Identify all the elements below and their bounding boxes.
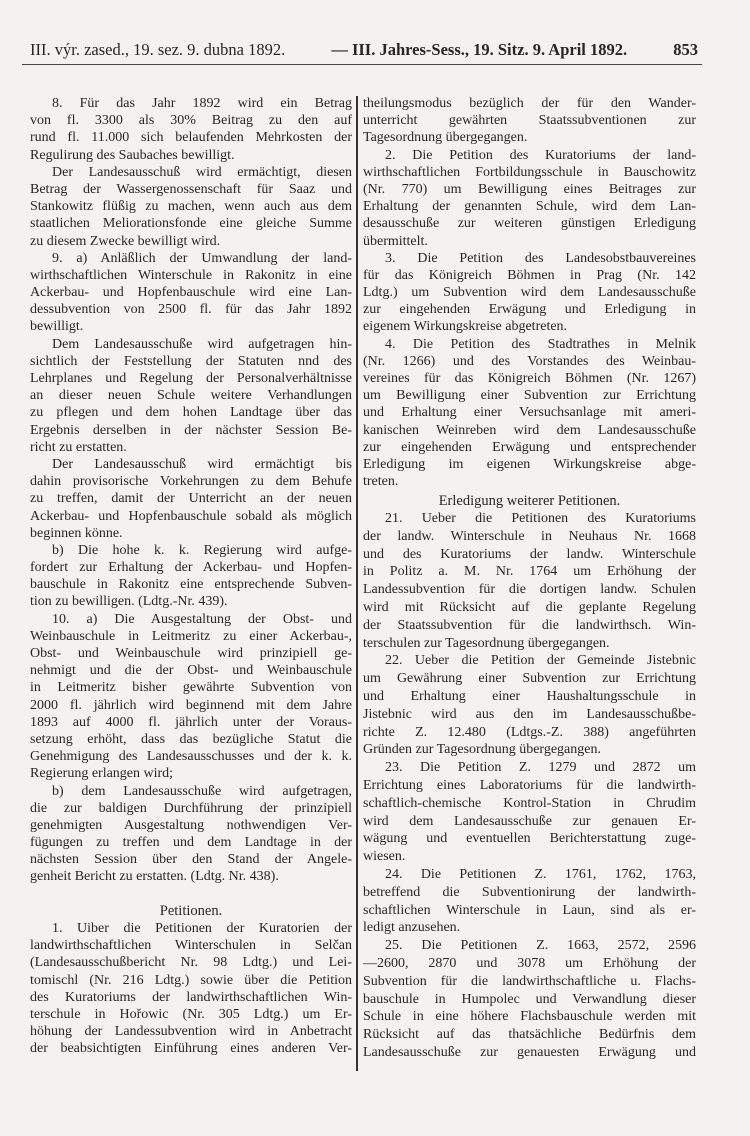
text-line: vereines für das Königreich Böhmen (Nr. 1267) — [363, 371, 696, 386]
text-line: bewilligt. — [30, 319, 84, 335]
text-line: und des Kuratoriums der landw. Winterschule — [363, 546, 696, 562]
text-line: in Politz a. M. Nr. 1764 um Erhöhung der — [363, 564, 696, 580]
header-czech: III. výr. zased., 19. sez. 9. dubna 1892. — [30, 40, 286, 59]
text-line: desausschuße zur weiteren günstigen Erledigung — [363, 216, 696, 232]
text-line: genheit Bericht zu erstatten. (Ldtg. Nr. 438). — [30, 869, 279, 885]
text-line: sichtlich der Feststellung der Statuten nnd des — [30, 353, 352, 369]
text-line: um Bewilligung einer Subvention zur Errichtung — [363, 388, 696, 404]
text-line: nehmigt und die der Obst- und Weinbauschule — [30, 663, 352, 679]
text-line: wird dem Landesausschuße zur genauen Er- — [363, 813, 696, 829]
text-line: des Kuratoriums der landwirthschaftlichen Win- — [30, 989, 352, 1005]
paragraph — [30, 542, 352, 611]
text-line: zur eingehenden Erwägung und Erledigung in — [363, 302, 696, 318]
header-rule — [22, 64, 702, 65]
text-line: bauschule in Humpolec und Verwandlung dieser — [363, 991, 696, 1007]
text-line: Landessubvention für die dortigen landw. Schulen — [363, 582, 696, 598]
paragraph — [30, 456, 352, 542]
text-line: von fl. 3300 als 30% Beitrag zu den auf — [30, 113, 352, 129]
text-line: Weinbauschule in Leitmeritz zu einer Ackerbau-, — [30, 628, 352, 644]
text-line: Der Landesausschuß wird ermächtigt bis — [52, 456, 352, 472]
text-line: Erhaltung der genannten Schule, wird dem Lan- — [363, 199, 696, 215]
text-line: an dieser neuen Schule weitere Verhandlungen — [30, 388, 352, 404]
text-line: richt zu erstatten. — [30, 439, 127, 455]
text-line: der Staatssubvention für die landwirthsch. Win- — [363, 617, 696, 633]
text-line: staatlichen Meliorationsfonde eine gleiche Summe — [30, 216, 352, 232]
text-line: Subvention für die landwirthschaftliche u. Flachs- — [363, 973, 696, 989]
paragraph — [363, 95, 696, 147]
text-line: rund fl. 11.000 sich belaufenden Mehrkosten der — [30, 130, 352, 146]
running-header — [30, 40, 698, 60]
paragraph — [363, 759, 696, 866]
section-heading: Erledigung weiterer Petitionen. — [438, 493, 621, 509]
column-divider — [356, 96, 358, 1071]
text-line: landwirthschaftlichen Winterschulen in Selčan — [30, 938, 352, 954]
text-line: die zur baldigen Durchführung der prinzipiell — [30, 800, 352, 816]
text-line: wird mit Rücksicht auf die geplante Regelung — [363, 599, 696, 615]
paragraph — [363, 866, 696, 937]
text-line: 23. Die Petition Z. 1279 und 2872 um — [385, 760, 696, 776]
text-line: eigenem Wirkungskreise abgetreten. — [363, 319, 568, 335]
text-line: zur eingehenden Erwägung und entsprechender — [363, 439, 696, 455]
text-line: Gründen zur Tagesordnung übergegangen. — [363, 742, 601, 758]
text-line: 22. Ueber die Petition der Gemeinde Jistebnic — [385, 653, 696, 669]
text-line: (Nr. 1266) und des Vorstandes des Weinbau- — [363, 353, 696, 369]
text-line: genehmigten Ausgestaltung nothwendigen Ver- — [30, 817, 352, 833]
text-line: 9. a) Anläßlich der Umwandlung der land- — [52, 250, 352, 266]
text-line: Erledigung im eigenen Wirkungskreise abge- — [363, 456, 696, 472]
text-line: b) Die hohe k. k. Regierung wird aufge- — [52, 542, 352, 558]
text-line: zu pflegen und dem hohen Landtage über das — [30, 405, 352, 421]
text-line: Dem Landesausschuße wird aufgetragen hin- — [52, 336, 352, 352]
text-line: Tagesordnung übergegangen. — [363, 130, 528, 146]
text-line: 1893 auf 4000 fl. jährlich unter der Voraus- — [30, 714, 352, 730]
text-line: Lehrplanes und Regelung der Personalverhältnisse — [30, 371, 352, 386]
page-number: 853 — [673, 40, 698, 59]
text-line: 2000 fl. jährlich wird beginnend mit dem Jahre — [30, 697, 352, 713]
text-line: Errichtung eines Laboratoriums für die landwirth- — [363, 777, 696, 793]
text-line: Ackerbau- und Hopfenbauschule sobald als möglich — [30, 508, 352, 524]
text-line: b) dem Landesausschuße wird aufgetragen, — [52, 783, 352, 799]
text-line: zu diesem Zwecke bewilligt wird. — [30, 233, 221, 249]
section-heading: Petitionen. — [159, 903, 223, 919]
text-line: fügungen zu treffen und dem Landtage in der — [30, 835, 352, 851]
text-line: Stankowitz flüßig zu machen, wenn auch aus dem — [30, 199, 352, 215]
text-line: (Nr. 770) um Bewilligung eines Beitrages zur — [363, 181, 696, 197]
text-line: 1. Uiber die Petitionen der Kuratorien der — [52, 921, 352, 936]
paragraph — [30, 95, 352, 164]
paragraph — [363, 250, 696, 336]
text-line: Regierung erlangen wird; — [30, 766, 174, 782]
text-line: wägung und eventuellen Berichterstattung zuge- — [363, 831, 696, 847]
right-section-1 — [363, 95, 696, 490]
text-line: und Erhaltung einer Versuchsanlage mit ameri- — [363, 405, 696, 421]
text-line: tomischl (Nr. 216 Ldtg.) sowie über die Petition — [30, 972, 352, 988]
text-line: schaftlich-chemische Kontrol-Station in Chrudim — [363, 795, 696, 811]
text-line: bauschule in Rakonitz eine entsprechende Subven- — [30, 577, 352, 593]
paragraph — [30, 783, 352, 886]
text-line: wirthschaftlichen Fortbildungsschule in Bauschowitz — [363, 164, 696, 180]
text-line: betreffend die Subventionirung der landwirth- — [363, 884, 696, 900]
text-line: wirthschaftlichen Winterschule in Rakonitz in eine — [30, 267, 352, 283]
text-line: 10. a) Die Ausgestaltung der Obst- und — [52, 611, 352, 627]
text-line: Rücksicht auf das thatsächliche Bedürfnis dem — [363, 1027, 696, 1043]
text-line: tion zu bewilligen. (Ldtg.-Nr. 439). — [30, 594, 228, 610]
text-line: Regulirung des Saubaches bewilligt. — [30, 147, 235, 163]
text-line: übermittelt. — [363, 233, 428, 249]
text-line: 2. Die Petition des Kuratoriums der land- — [385, 147, 696, 163]
text-line: 8. Für das Jahr 1892 wird ein Betrag — [52, 96, 352, 111]
text-line: höhung der Landessubvention wird in Anbetracht — [30, 1024, 352, 1040]
header-german: — III. Jahres-Sess., 19. Sitz. 9. April 1892. — [331, 40, 628, 59]
text-line: Ldtg.) um Subvention wird dem Landesausschuße — [363, 285, 696, 301]
text-line: beginnen könne. — [30, 525, 123, 541]
paragraph — [363, 147, 696, 250]
text-line: Genehmigung des Landesausschusses und der k. k. — [30, 749, 352, 765]
text-line: (Landesausschußbericht Nr. 98 Ldtg.) und Lei- — [30, 955, 352, 971]
text-line: Betrag der Wassergenossenschaft für Saaz und — [30, 181, 352, 197]
text-line: Schule in eine höhere Flachsbauschule werden mit — [363, 1009, 696, 1025]
text-line: terschulen zur Tagesordnung übergegangen. — [363, 635, 610, 651]
text-line: Jistebnic wird aus den im Landesausschußbe- — [363, 706, 696, 722]
text-line: der beabsichtigten Einführung eines anderen Ver- — [30, 1041, 352, 1057]
text-line: kanischen Weinreben wird dem Landesausschuße — [363, 422, 696, 438]
left-section-2 — [30, 902, 352, 1058]
text-line: fordert zur Erhaltung der Ackerbau- und Hopfen- — [30, 560, 352, 576]
text-line: der landw. Winterschule in Neuhaus Nr. 1668 — [363, 528, 696, 544]
text-line: Landesausschuße zur genauesten Erwägung und — [363, 1044, 696, 1060]
text-line: Ergebnis derselben in der nächster Session Be- — [30, 422, 352, 438]
paragraph — [30, 164, 352, 250]
paragraph — [30, 336, 352, 456]
text-line: richte Z. 12.480 (Ldtgs.-Z. 388) angeführten — [363, 724, 696, 740]
text-line: ledigt anzusehen. — [363, 920, 461, 936]
text-line: 3. Die Petition des Landesobstbauvereines — [385, 250, 696, 266]
left-section-1 — [30, 95, 352, 886]
text-line: setzung erhöht, dass das bezügliche Statut die — [30, 731, 352, 747]
text-line: dahin provisorische Vorkehrungen zu dem Behufe — [30, 474, 352, 490]
text-line: und Erhaltung einer Haushaltungsschule in — [363, 688, 696, 704]
paragraph — [363, 336, 696, 491]
paragraph — [30, 611, 352, 783]
text-line: treten. — [363, 474, 399, 490]
paragraph — [30, 250, 352, 336]
text-line: für das Königreich Böhmen in Prag (Nr. 142 — [363, 267, 696, 283]
text-line: —2600, 2870 und 3078 um Erhöhung der — [363, 955, 696, 971]
text-line: terschule in Hořowic (Nr. 305 Ldtg.) um Er- — [30, 1006, 352, 1022]
text-line: dessubvention von 2500 fl. für das Jahr 1892 — [30, 302, 352, 318]
text-line: zu treffen, damit der Unterricht an der neuen — [30, 491, 352, 507]
paragraph — [363, 510, 696, 652]
paragraph — [30, 920, 352, 1058]
text-line: 4. Die Petition des Stadtrathes in Melnik — [385, 336, 696, 352]
text-line: Der Landesausschuß wird ermächtigt, diesen — [52, 164, 352, 180]
text-line: 24. Die Petitionen Z. 1761, 1762, 1763, — [385, 866, 696, 882]
text-line: in Leitmeritz bisher gewährte Subvention von — [30, 680, 352, 696]
text-line: unterricht gewährten Staatssubventionen zur — [363, 113, 696, 129]
text-line: um Gewährung einer Subvention zur Errichtung — [363, 671, 696, 687]
paragraph — [363, 937, 696, 1062]
paragraph — [363, 652, 696, 759]
text-line: theilungsmodus bezüglich der für den Wander- — [363, 96, 696, 111]
text-line: schaftlichen Winterschule in Laun, sind als er- — [363, 902, 696, 918]
text-line: nächsten Session über den Stand der Angele- — [30, 852, 352, 868]
text-line: Ackerbau- und Hopfenbauschule wird eine Lan- — [30, 285, 352, 301]
right-section-2 — [363, 492, 696, 1062]
text-line: 21. Ueber die Petitionen des Kuratoriums — [385, 511, 696, 526]
text-line: Obst- und Weinbauschule wird prinzipiell ge- — [30, 646, 352, 661]
text-line: wiesen. — [363, 849, 406, 865]
text-line: 25. Die Petitionen Z. 1663, 2572, 2596 — [385, 938, 696, 954]
